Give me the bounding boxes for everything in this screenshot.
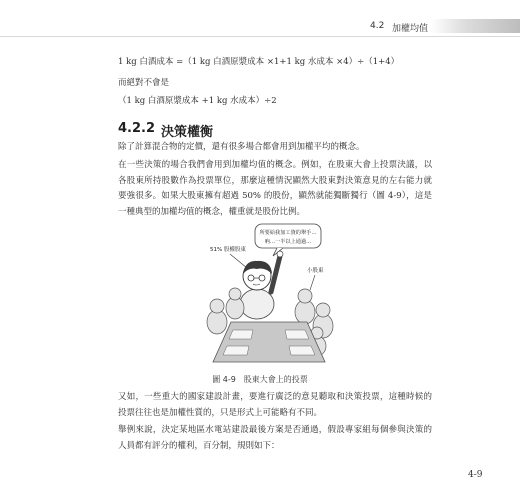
- table-paper: [285, 330, 309, 339]
- table-paper: [289, 346, 315, 355]
- section-number: 4.2.2: [118, 121, 156, 136]
- raised-hand: [277, 251, 283, 257]
- header-section-title: 加權均值: [392, 24, 429, 34]
- table-paper: [223, 346, 249, 355]
- formula-connector: 而絕對不會是: [118, 78, 170, 88]
- section-title: 決策權衡: [161, 125, 214, 140]
- header-gradient-bar: [430, 19, 520, 33]
- minor-shareholder-head: [316, 303, 330, 317]
- speech-text-line-1: 所要給我加工資的舉手…: [259, 230, 317, 236]
- minor-shareholder-head: [229, 288, 241, 300]
- minor-shareholder: [295, 300, 315, 324]
- table-paper: [229, 330, 253, 339]
- shareholder-meeting-illustration: [195, 218, 345, 368]
- minor-shareholder-head: [210, 299, 224, 313]
- speech-text-line-2: 吶…一半以上通過…: [264, 239, 312, 245]
- minor-shareholder-head: [298, 289, 312, 303]
- raised-arm: [271, 256, 280, 292]
- meeting-table: [213, 322, 325, 362]
- label-pointer: [230, 254, 247, 268]
- paragraph-shareholder: 在一些決策的場合我們會用到加權均值的概念。例如，在股東大會上投票決議，以各股東所持股數作為投票單位，那麼這種情況顯然大股東對決策意見的左右能力就要強很多。如果大股東擁有超過 50% 的股份，顯然就能獨斷獨行（圖 4-9），這是一種典型的加權均值的概念，權重就是股份比例。: [118, 160, 432, 217]
- minor-shareholder: [207, 310, 227, 334]
- paragraph-national-projects: 又如，一些重大的國家建設計畫，要進行廣泛的意見聽取和決策投票，這種時候的投票往往也是加權性質的，只是形式上可能略有不同。: [118, 392, 432, 418]
- header-divider: [0, 36, 520, 37]
- header-section-number: 4.2: [370, 21, 385, 31]
- paragraph-hydropower-example: 舉例來說，決定某地區水電站建設最後方案是否通過，假設專家組每個參與決策的人員都有評分的權利，百分制，規則如下：: [118, 425, 432, 451]
- label-pointer-small: [310, 275, 315, 290]
- figure-caption: 圖 4-9 股東大會上的投票: [212, 375, 308, 384]
- paragraph-intro: 除了計算混合物的定價，還有很多場合都會用到加權平均的概念。: [118, 142, 365, 152]
- major-shareholder-body: [240, 289, 274, 319]
- page-number: 4-9: [468, 470, 483, 480]
- formula-line: 1 kg 白酒成本 =（1 kg 白酒原漿成本 ×1+1 kg 水成本 ×4）÷（1+4）: [118, 57, 400, 67]
- formula-line-wrong: （1 kg 白酒原漿成本 +1 kg 水成本）÷2: [118, 96, 277, 106]
- label-major-shareholder: 51% 股權股東: [210, 247, 246, 253]
- label-minor-shareholder: 小股東: [307, 268, 324, 274]
